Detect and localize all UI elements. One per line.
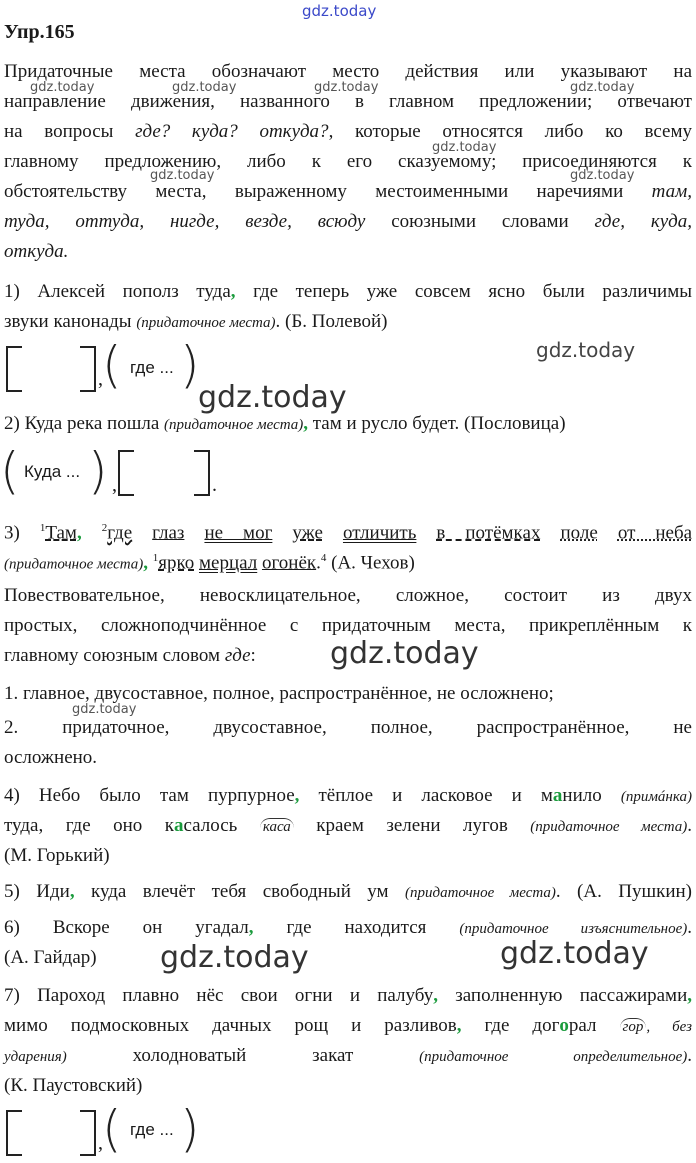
watermark: gdz.today <box>150 168 215 183</box>
watermark: gdz.today <box>570 80 635 95</box>
sentence-line: ударения) холодноватый закат (придаточное определительное). <box>4 1045 692 1066</box>
sentence-line: (К. Паустовский) <box>4 1075 143 1096</box>
watermark: gdz.today <box>330 636 479 671</box>
sentence-line: 1) Алексей пополз туда, где теперь уже совсем ясно были различимы <box>4 281 692 302</box>
sentence-2-schema: ( Куда ... ) , . <box>0 442 217 500</box>
sentence-line: (А. Гайдар) <box>4 947 97 968</box>
watermark: gdz.today <box>30 80 95 95</box>
intro-line: откуда. <box>4 241 69 262</box>
intro-line: туда, оттуда, нигде, везде, всюду союзными словами где, куда, <box>4 211 692 232</box>
sentence-line: 4) Небо было там пурпурное, тёплое и ласковое и манило (примáнка) <box>4 785 692 806</box>
watermark: gdz.today <box>536 338 636 362</box>
schema-word: где ... <box>130 1120 174 1139</box>
watermark: gdz.today <box>160 940 309 975</box>
sentence-1-schema: , ( где ... ) <box>4 340 204 396</box>
analysis-line: 1. главное, двусоставное, полное, распространённое, не осложнено; <box>4 683 554 704</box>
sentence-line: 7) Пароход плавно нёс свои огни и палубу, заполненную пассажирами, <box>4 985 693 1006</box>
intro-line: обстоятельству места, выраженному местоименными наречиями там, <box>4 181 692 202</box>
analysis-line: осложнено. <box>4 747 98 768</box>
intro-line: на вопросы где? куда? откуда?, которые относятся либо ко всему <box>4 121 692 142</box>
sentence-line: (М. Горький) <box>4 845 110 866</box>
schema-word: Куда ... <box>24 462 81 481</box>
sentence-line: (придаточное места), $^1$ярко мерцал огонёк.$^4$ (А. Чехов) <box>4 552 415 574</box>
root-mark: каса <box>260 818 294 835</box>
intro-line: Придаточные места обозначают место действия или указывают на <box>4 61 692 82</box>
intro-line: направление движения, названного в главном предложении; отвечают <box>4 91 692 112</box>
watermark-top: gdz.today <box>302 2 377 20</box>
analysis-line: главному союзным словом где: <box>4 645 256 666</box>
watermark: gdz.today <box>432 140 497 155</box>
analysis-line: Повествовательное, невосклицательное, сложное, состоит из двух <box>4 585 692 606</box>
sentence-line: 6) Вскоре он угадал, где находится (придаточное изъяснительное). <box>4 917 692 938</box>
schema-word: где ... <box>130 358 174 377</box>
sentence-7-schema: , ( где ... ) <box>4 1104 204 1160</box>
watermark: gdz.today <box>570 168 635 183</box>
watermark: gdz.today <box>198 380 347 415</box>
watermark: gdz.today <box>500 936 649 971</box>
sentence-line: мимо подмосковных дачных рощ и разливов, где догорал гор , без <box>4 1015 692 1036</box>
watermark: gdz.today <box>172 80 237 95</box>
root-mark: гор <box>620 1018 647 1035</box>
sentence-line: туда, где оно касалось каса краем зелени лугов (придаточное места). <box>4 815 692 836</box>
analysis-line: простых, сложноподчинённое с придаточным места, прикреплённым к <box>4 615 692 636</box>
analysis-line: 2. придаточное, двусоставное, полное, распространённое, не <box>4 717 692 738</box>
sentence-line: звуки канонады (придаточное места). (Б. Полевой) <box>4 311 388 332</box>
sentence-line: 3) $^1$Там, $^2$где глаз не мог уже отличить в потёмках поле от неба <box>4 522 693 544</box>
page-title: Упр.165 <box>4 21 75 43</box>
watermark: gdz.today <box>314 80 379 95</box>
sentence-5: 5) Иди, куда влечёт тебя свободный ум (придаточное места). (А. Пушкин) <box>4 881 693 902</box>
sentence-2: 2) Куда река пошла (придаточное места), там и русло будет. (Пословица) <box>4 413 566 434</box>
intro-line: главному предложению, либо к его сказуемому; присоединяются к <box>4 151 692 172</box>
watermark: gdz.today <box>72 702 137 717</box>
